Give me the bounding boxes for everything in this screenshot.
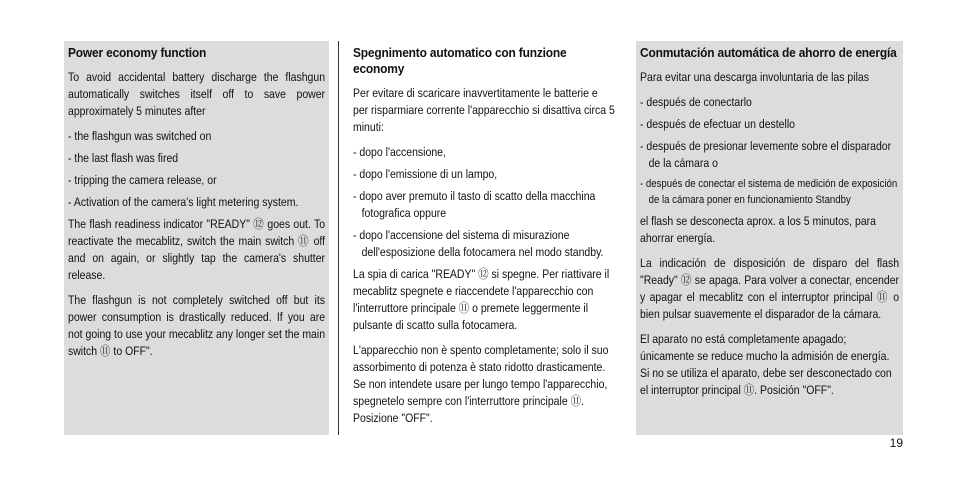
english-item: - Activation of the camera's light metering system. [68,195,299,209]
spanish-item: - después de conectar el sistema de medición de exposición de la cámara poner en funcionamiento Standby [640,178,898,206]
italian-item: - dopo l'emissione di un lampo, [353,167,498,181]
italian-paragraph-2: La spia di carica "READY" ⑫ si spegne. Per riattivare il mecablitz spegnete e riaccendete l'apparecchio con l'interruttore principale ⑪ o premete leggermente il pulsante di scatto sulla fotocamera. [353,267,610,332]
italian-item: - dopo l'accensione, [353,145,446,159]
english-item: - the last flash was fired [68,151,179,165]
italian-intro: Per evitare di scaricare inavvertitamente le batterie e per risparmiare corrente l'apparecchio si disattiva circa 5 minuti: [353,86,615,134]
english-paragraph-3: The flashgun is not completely switched off but its power consumption is drastically reduced. If you are not going to use your mecablitz any longer set the main switch ⑪ to OFF". [68,293,326,358]
english-heading: Power economy function [68,45,207,60]
spanish-column [636,41,903,435]
italian-paragraph-3: L'apparecchio non è spento completamente; solo il suo assorbimento di potenza è stato ridotto drasticamente. Se non intendete usare per lungo tempo l'apparecchio, spegnetelo sempre con l'interruttore principale ⑪. Posizione "OFF". [353,343,609,425]
spanish-item: - después de efectuar un destello [640,117,796,131]
english-item: - tripping the camera release, or [68,173,217,187]
italian-heading: Spegnimento automatico con funzione economy [353,45,567,76]
spanish-paragraph-2: La indicación de disposición de disparo del flash "Ready" ⑫ se apaga. Para volver a conectar, encender y apagar el mecablitz con el interruptor principal ⑪ o bien pulsar suavemente el disparador de la cámara. [640,256,900,321]
english-paragraph-2: The flash readiness indicator "READY" ⑫ goes out. To reactivate the mecablitz, switch the main switch ⑪ off and on again, or slightly tap the camera's shutter release. [68,217,326,282]
italian-item: - dopo aver premuto il tasto di scatto della macchina fotografica oppure [353,189,596,220]
italian-item: - dopo l'accensione del sistema di misurazione dell'esposizione della fotocamera nel modo standby. [353,228,604,259]
english-item: - the flashgun was switched on [68,129,212,143]
spanish-item: - después de presionar levemente sobre el disparador de la cámara o [640,139,892,170]
spanish-heading: Conmutación automática de ahorro de energía [640,45,897,60]
column-divider [338,41,339,435]
italian-column [347,41,619,435]
english-intro: To avoid accidental battery discharge the flashgun automatically switches itself off to save power approximately 5 minutes after [68,70,326,118]
spanish-paragraph-1b: el flash se desconecta aprox. a los 5 minutos, para ahorrar energía. [640,214,876,245]
spanish-paragraph-3: El aparato no está completamente apagado; únicamente se reduce mucho la admisión de energía. Si no se utiliza el aparato, debe ser desconectado con el interruptor principal ⑪. Posición "OFF". [640,332,892,397]
spanish-item: - después de conectarlo [640,95,752,109]
spanish-intro: Para evitar una descarga involuntaria de las pilas [640,70,869,84]
english-column [64,41,329,435]
page-number: 19 [889,436,903,450]
